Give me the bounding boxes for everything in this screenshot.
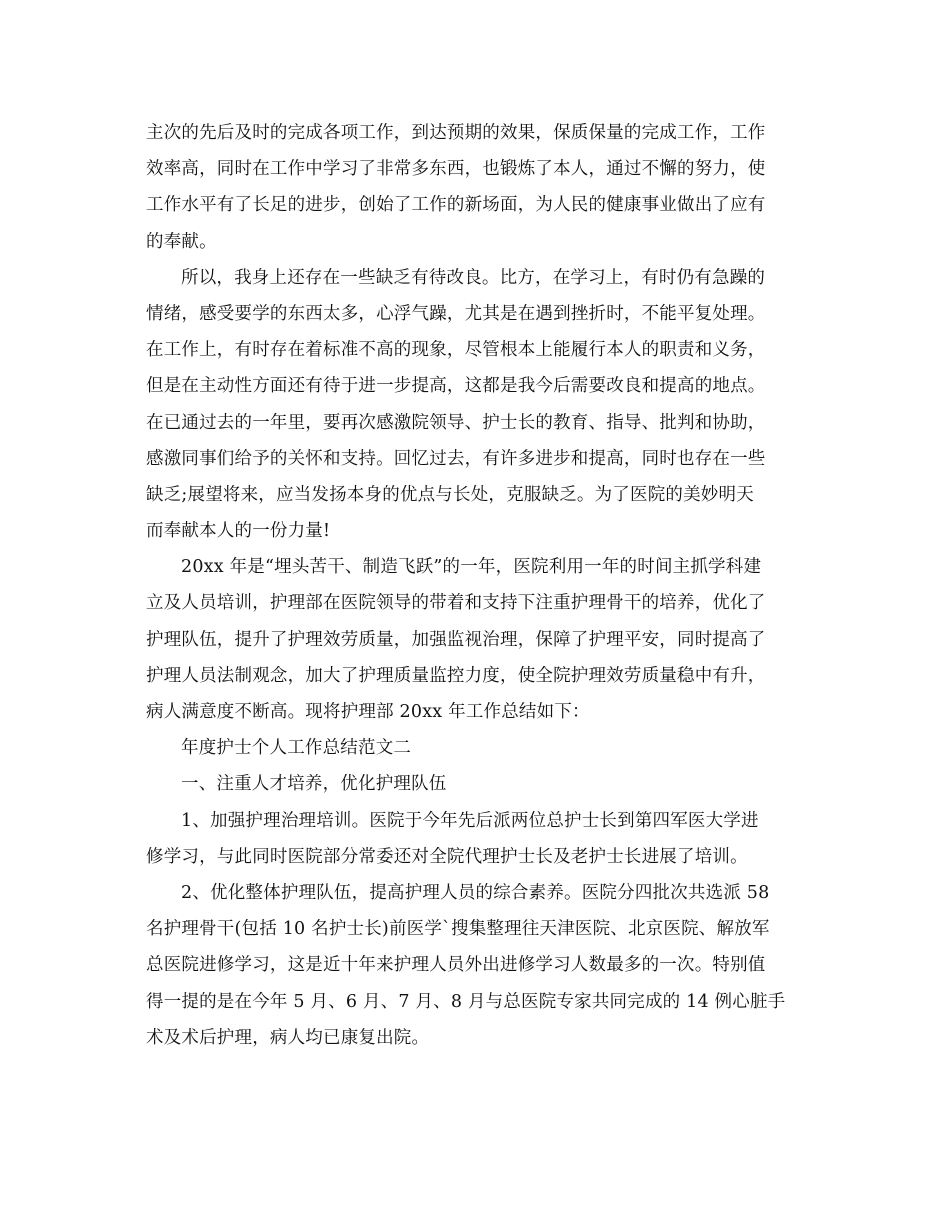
text-line: 1、加强护理治理培训。医院于今年先后派两位总护士长到第四军医大学进 xyxy=(181,810,759,831)
text-line: 总医院进修学习，这是近十年来护理人员外出进修学习人数最多的一次。特别值 xyxy=(146,955,766,976)
text-line: 工作水平有了长足的进步，创始了工作的新场面，为人民的健康事业做出了应有 xyxy=(146,195,766,216)
text-line: 2、优化整体护理队伍，提高护理人员的综合素养。医院分四批次共选派 58 xyxy=(181,882,770,903)
text-line: 情绪，感受要学的东西太多，心浮气躁，尤其是在遇到挫折时，不能平复处理。 xyxy=(146,303,766,324)
paragraph xyxy=(146,875,806,1056)
text-line: 一、注重人才培养，优化护理队伍 xyxy=(181,774,447,795)
text-line: 名护理骨干(包括 10 名护士长)前医学`搜集整理往天津医院、北京医院、解放军 xyxy=(146,919,770,940)
text-line: 得一提的是在今年 5 月、6 月、7 月、8 月与总医院专家共同完成的 14 例心脏手 xyxy=(146,991,786,1012)
text-line: 护理人员法制观念，加大了护理质量监控力度，使全院护理效劳质量稳中有升， xyxy=(146,665,766,686)
paragraph xyxy=(146,730,806,766)
text-line: 立及人员培训，护理部在医院领导的带着和支持下注重护理骨干的培养，优化了 xyxy=(146,593,766,614)
text-line: 而奉献本人的一份力量! xyxy=(146,521,331,542)
text-line: 感激同事们给予的关怀和支持。回忆过去，有许多进步和提高，同时也存在一些 xyxy=(146,448,766,469)
paragraph xyxy=(146,115,806,260)
text-line: 修学习，与此同时医院部分常委还对全院代理护士长及老护士长进展了培训。 xyxy=(146,846,748,867)
text-line: 病人满意度不断高。现将护理部 20xx 年工作总结如下： xyxy=(146,702,590,722)
text-line: 所以，我身上还存在一些缺乏有待改良。比方，在学习上，有时仍有急躁的 xyxy=(181,267,766,288)
text-line: 缺乏;展望将来，应当发扬本身的优点与长处，克服缺乏。为了医院的美妙明天 xyxy=(146,484,754,505)
paragraph xyxy=(146,803,806,875)
document-body xyxy=(146,115,806,1056)
text-line: 年度护士个人工作总结范文二 xyxy=(181,738,412,759)
text-line: 主次的先后及时的完成各项工作，到达预期的效果，保质保量的完成工作，工作 xyxy=(146,123,766,143)
text-line: 的奉献。 xyxy=(146,231,217,252)
text-line: 术及术后护理，病人均已康复出院。 xyxy=(146,1027,430,1048)
text-line: 护理队伍，提升了护理效劳质量，加强监视治理，保障了护理平安，同时提高了 xyxy=(146,629,766,650)
text-line: 效率高，同时在工作中学习了非常多东西，也锻炼了本人，通过不懈的努力，使 xyxy=(146,159,766,180)
text-line: 在工作上，有时存在着标准不高的现象，尽管根本上能履行本人的职责和义务， xyxy=(146,340,766,361)
text-line: 在已通过去的一年里，要再次感激院领导、护士长的教育、指导、批判和协助， xyxy=(146,412,766,433)
text-line: 但是在主动性方面还有待于进一步提高，这都是我今后需要改良和提高的地点。 xyxy=(146,376,766,397)
text-line: 20xx 年是“埋头苦干、制造飞跃”的一年，医院利用一年的时间主抓学科建 xyxy=(181,557,762,578)
paragraph xyxy=(146,260,806,550)
paragraph xyxy=(146,549,806,730)
paragraph xyxy=(146,766,806,802)
